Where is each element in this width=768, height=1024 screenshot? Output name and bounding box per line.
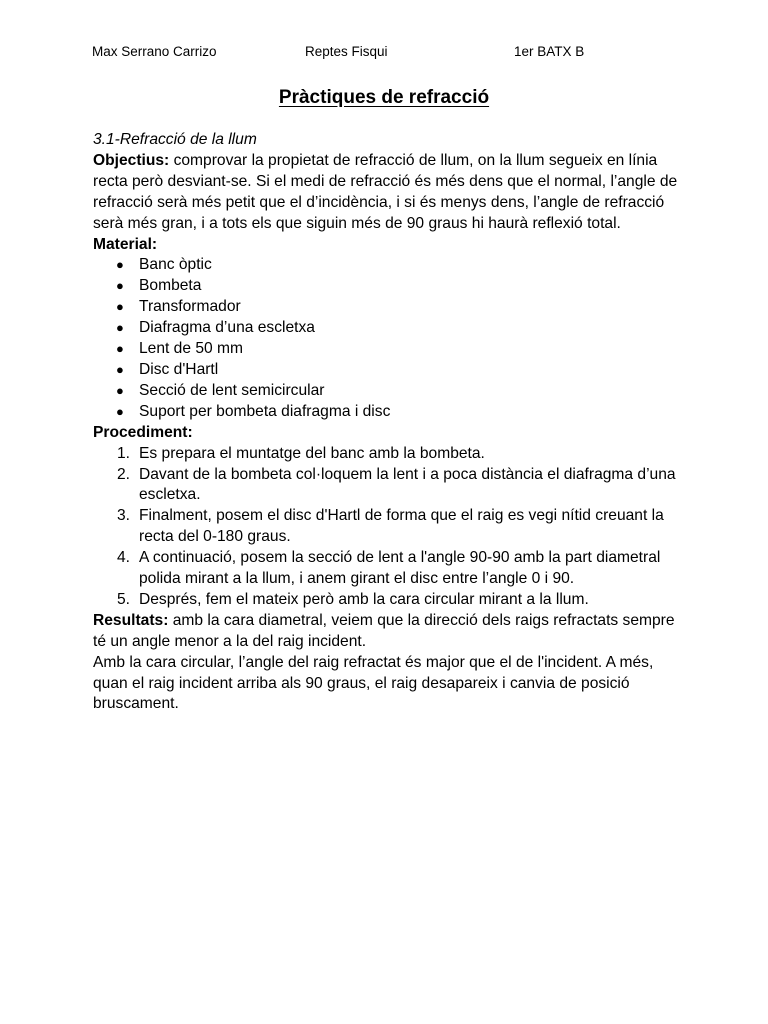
objectives-text: comprovar la propietat de refracció de llum, on la llum segueix en línia recta però desviant-se. Si el medi de refracció és més dens que el normal, l’angle de refracció serà més petit que el d’incidència, i si és menys dens, l’angle de refracció serà més gran, i a tots els que siguin més de 90 graus hi haurà reflexió total. <box>93 151 678 232</box>
results-text: amb la cara diametral, veiem que la direcció dels raigs refractats sempre té un angle menor a la del raig incident. <box>93 611 675 650</box>
results-paragraph <box>93 611 683 653</box>
list-item-text: Disc d'Hartl <box>139 360 219 378</box>
material-list <box>93 255 683 422</box>
list-item-text: Bombeta <box>139 277 202 295</box>
bullet-icon: ● <box>116 257 124 273</box>
step-number: 4. <box>117 549 131 567</box>
list-item-text: Secció de lent semicircular <box>139 381 325 399</box>
step-number: 1. <box>117 444 131 462</box>
results-paragraph-2: Amb la cara circular, l’angle del raig refractat és major que el de l'incident. A més, quan el raig incident arriba als 90 graus, el raig desapareix i canvia de posició bruscament. <box>93 653 654 713</box>
step-text: Després, fem el mateix però amb la cara circular mirant a la llum. <box>139 590 589 608</box>
list-item <box>93 590 683 611</box>
list-item <box>93 381 683 402</box>
page-header <box>92 44 692 62</box>
procedure-list <box>93 444 683 611</box>
step-text: Es prepara el muntatge del banc amb la bombeta. <box>139 444 485 462</box>
step-text: Davant de la bombeta col·loquem la lent i a poca distància el diafragma d’una escletxa. <box>139 465 676 504</box>
list-item <box>93 402 683 423</box>
list-item-text: Transformador <box>139 298 241 316</box>
step-number: 5. <box>117 590 131 608</box>
bullet-icon: ● <box>116 341 124 357</box>
objectives-paragraph <box>93 151 683 235</box>
objectives-label: Objectius: <box>93 151 170 169</box>
list-item <box>93 276 683 297</box>
bullet-icon: ● <box>116 403 124 419</box>
step-text: A continuació, posem la secció de lent a l'angle 90-90 amb la part diametral polida mirant a la llum, i anem girant el disc entre l’angle 0 i 90. <box>139 549 661 588</box>
bullet-icon: ● <box>116 382 124 398</box>
results-label: Resultats: <box>93 611 169 629</box>
list-item <box>93 465 683 507</box>
bullet-icon: ● <box>116 278 124 294</box>
list-item <box>93 548 683 590</box>
list-item <box>93 339 683 360</box>
bullet-icon: ● <box>116 320 124 336</box>
header-class: 1er BATX B <box>514 44 585 59</box>
list-item-text: Banc òptic <box>139 256 212 274</box>
list-item-text: Lent de 50 mm <box>139 340 244 358</box>
document-title: Pràctiques de refracció <box>278 87 490 108</box>
header-author: Max Serrano Carrizo <box>92 44 217 59</box>
procedure-label: Procediment: <box>93 423 193 441</box>
header-subject: Reptes Fisqui <box>305 44 388 59</box>
list-item <box>93 255 683 276</box>
document-body <box>93 130 683 715</box>
bullet-icon: ● <box>116 361 124 377</box>
list-item <box>93 360 683 381</box>
list-item <box>93 318 683 339</box>
list-item <box>93 444 683 465</box>
bullet-icon: ● <box>116 299 124 315</box>
list-item <box>93 297 683 318</box>
section-heading: 3.1-Refracció de la llum <box>93 131 257 148</box>
list-item-text: Diafragma d’una escletxa <box>139 319 315 337</box>
material-label: Material: <box>93 235 158 253</box>
step-text: Finalment, posem el disc d'Hartl de forma que el raig es vegi nítid creuant la recta del 0-180 graus. <box>139 507 664 546</box>
list-item <box>93 506 683 548</box>
step-number: 2. <box>117 465 131 483</box>
step-number: 3. <box>117 507 131 525</box>
list-item-text: Suport per bombeta diafragma i disc <box>139 402 391 420</box>
